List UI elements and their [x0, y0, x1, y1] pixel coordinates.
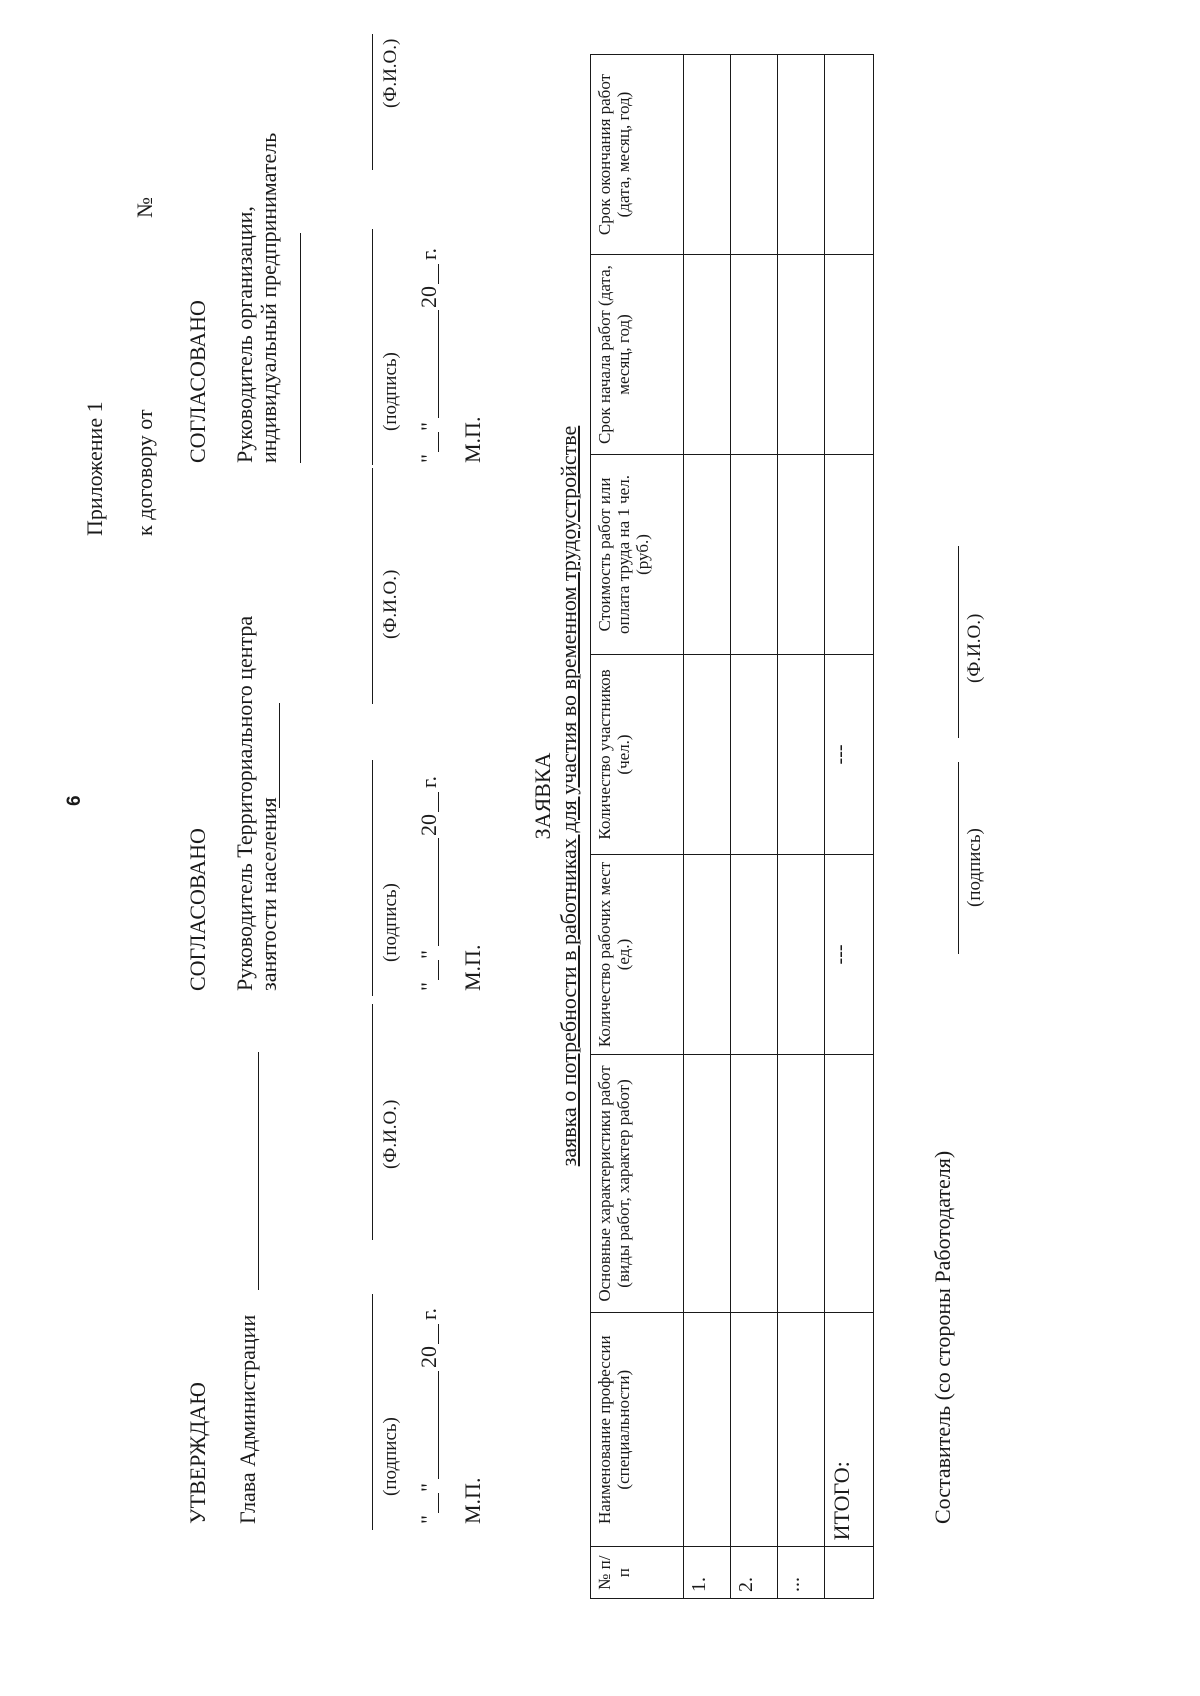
- compiler-name-line: [958, 546, 959, 738]
- agreed-employer-position-underline: [300, 233, 301, 463]
- request-subtitle: заявка о потребности в работниках для участия во временном трудоустройстве: [556, 425, 581, 1167]
- header-work-characteristics: Основные характеристики работ (виды работ, характер работ): [591, 1054, 684, 1312]
- table-cell[interactable]: [778, 1054, 825, 1312]
- approve-signature-caption: (подпись): [380, 1417, 401, 1496]
- agreed-employer-name-caption: (Ф.И.О.): [380, 38, 401, 108]
- table-cell[interactable]: [778, 854, 825, 1054]
- page-number: 6: [64, 795, 85, 806]
- table-cell[interactable]: [731, 1313, 778, 1547]
- agreed-center-seal: М.П.: [460, 944, 485, 991]
- total-cell: [825, 55, 874, 255]
- agreed-center-position-line2: занятости населения: [256, 797, 281, 991]
- agreed-center-year-prefix: 20: [416, 814, 441, 836]
- agreed-employer-year-prefix: 20: [416, 286, 441, 308]
- approve-month-line: [438, 1371, 439, 1479]
- agreed-employer-day-line: [438, 432, 439, 452]
- compiler-signature-caption: (подпись): [964, 828, 985, 907]
- appendix-title: Приложение 1: [82, 401, 107, 536]
- table-cell[interactable]: [778, 1313, 825, 1547]
- row-number-cell: 2.: [731, 1547, 778, 1599]
- approve-position: Глава Администрации: [235, 1314, 260, 1524]
- compiler-signature-line: [958, 762, 959, 954]
- agreed-employer-heading: СОГЛАСОВАНО: [185, 300, 210, 463]
- agreed-employer-year-line: [438, 264, 439, 284]
- header-profession: Наименование профессии (специальности): [591, 1313, 684, 1547]
- table-cell[interactable]: [684, 255, 731, 455]
- total-cell: [825, 455, 874, 655]
- approve-heading: УТВЕРЖДАЮ: [185, 1382, 210, 1524]
- agreed-center-month-line: [438, 838, 439, 946]
- table-cell[interactable]: [778, 455, 825, 655]
- table-cell[interactable]: [684, 455, 731, 655]
- header-participants-count: Количество участников (чел.): [591, 654, 684, 854]
- approve-seal: М.П.: [460, 1477, 485, 1524]
- compiler-name-caption: (Ф.И.О.): [964, 613, 985, 683]
- approve-date-quote-close: ": [416, 1483, 441, 1492]
- agreed-employer-name-line: [372, 34, 373, 170]
- approve-name-caption: (Ф.И.О.): [380, 1099, 401, 1169]
- header-cost: Стоимость работ или оплата труда на 1 чел. (руб.): [591, 455, 684, 655]
- table-cell[interactable]: [731, 854, 778, 1054]
- table-row: [684, 55, 731, 1599]
- header-workplaces-count: Количество рабочих мест (ед.): [591, 854, 684, 1054]
- approve-date-quote: ": [416, 1515, 441, 1524]
- table-cell[interactable]: [684, 854, 731, 1054]
- header-start-date: Срок начала работ (дата, месяц, год): [591, 255, 684, 455]
- approve-signature-line: [372, 1294, 373, 1530]
- request-table: [590, 54, 874, 1599]
- contract-reference: к договору от: [132, 409, 157, 536]
- table-row: [778, 55, 825, 1599]
- agreed-center-name-line: [372, 468, 373, 704]
- agreed-employer-signature-caption: (подпись): [380, 352, 401, 431]
- row-number-cell: 1.: [684, 1547, 731, 1599]
- agreed-center-position-line1: Руководитель Территориального центра: [232, 615, 257, 991]
- agreed-employer-month-line: [438, 310, 439, 418]
- table-cell[interactable]: [778, 255, 825, 455]
- agreed-center-date-quote-close: ": [416, 950, 441, 959]
- agreed-employer-signature-line: [372, 229, 373, 465]
- total-cell: [825, 255, 874, 455]
- table-cell[interactable]: [731, 455, 778, 655]
- total-number-cell: [825, 1547, 874, 1599]
- approve-day-line: [438, 1493, 439, 1513]
- total-workplaces-dash: ---: [825, 854, 874, 1054]
- table-cell[interactable]: [731, 55, 778, 255]
- table-row: [731, 55, 778, 1599]
- agreed-employer-seal: М.П.: [460, 416, 485, 463]
- approve-year-prefix: 20: [416, 1346, 441, 1368]
- approve-year-suffix: г.: [416, 1307, 441, 1320]
- agreed-employer-position-line1: Руководитель организации,: [232, 206, 257, 463]
- table-cell[interactable]: [684, 55, 731, 255]
- approve-position-line: [258, 1052, 259, 1290]
- table-cell[interactable]: [778, 55, 825, 255]
- header-number: № п/п: [591, 1547, 684, 1599]
- compiler-label: Составитель (со стороны Работодателя): [930, 1150, 955, 1524]
- table-cell[interactable]: [684, 1054, 731, 1312]
- table-total-row: [825, 55, 874, 1599]
- table-header-row: [591, 55, 684, 1599]
- total-participants-dash: ---: [825, 654, 874, 854]
- row-number-cell: ...: [778, 1547, 825, 1599]
- agreed-center-day-line: [438, 960, 439, 980]
- agreed-center-signature-caption: (подпись): [380, 883, 401, 962]
- agreed-employer-date-quote: ": [416, 454, 441, 463]
- agreed-center-date-quote: ": [416, 982, 441, 991]
- approve-year-line: [438, 1324, 439, 1344]
- total-label: ИТОГО:: [825, 1313, 874, 1547]
- agreed-center-heading: СОГЛАСОВАНО: [185, 828, 210, 991]
- table-cell[interactable]: [778, 654, 825, 854]
- header-end-date: Срок окончания работ (дата, месяц, год): [591, 55, 684, 255]
- table-cell[interactable]: [731, 255, 778, 455]
- contract-number-sign: №: [132, 197, 157, 218]
- request-title: ЗАЯВКА: [530, 752, 555, 840]
- agreed-center-year-line: [438, 792, 439, 812]
- agreed-employer-date-quote-close: ": [416, 422, 441, 431]
- table-cell[interactable]: [731, 654, 778, 854]
- agreed-center-signature-line: [372, 760, 373, 996]
- agreed-employer-year-suffix: г.: [416, 247, 441, 260]
- total-cell: [825, 1054, 874, 1312]
- agreed-center-name-caption: (Ф.И.О.): [380, 569, 401, 639]
- table-cell[interactable]: [731, 1054, 778, 1312]
- agreed-employer-position-line2: индивидуальный предприниматель: [256, 132, 281, 463]
- agreed-center-year-suffix: г.: [416, 775, 441, 788]
- table-cell[interactable]: [684, 654, 731, 854]
- agreed-center-position-underline: [279, 703, 280, 808]
- table-cell[interactable]: [684, 1313, 731, 1547]
- approve-name-line: [372, 1004, 373, 1240]
